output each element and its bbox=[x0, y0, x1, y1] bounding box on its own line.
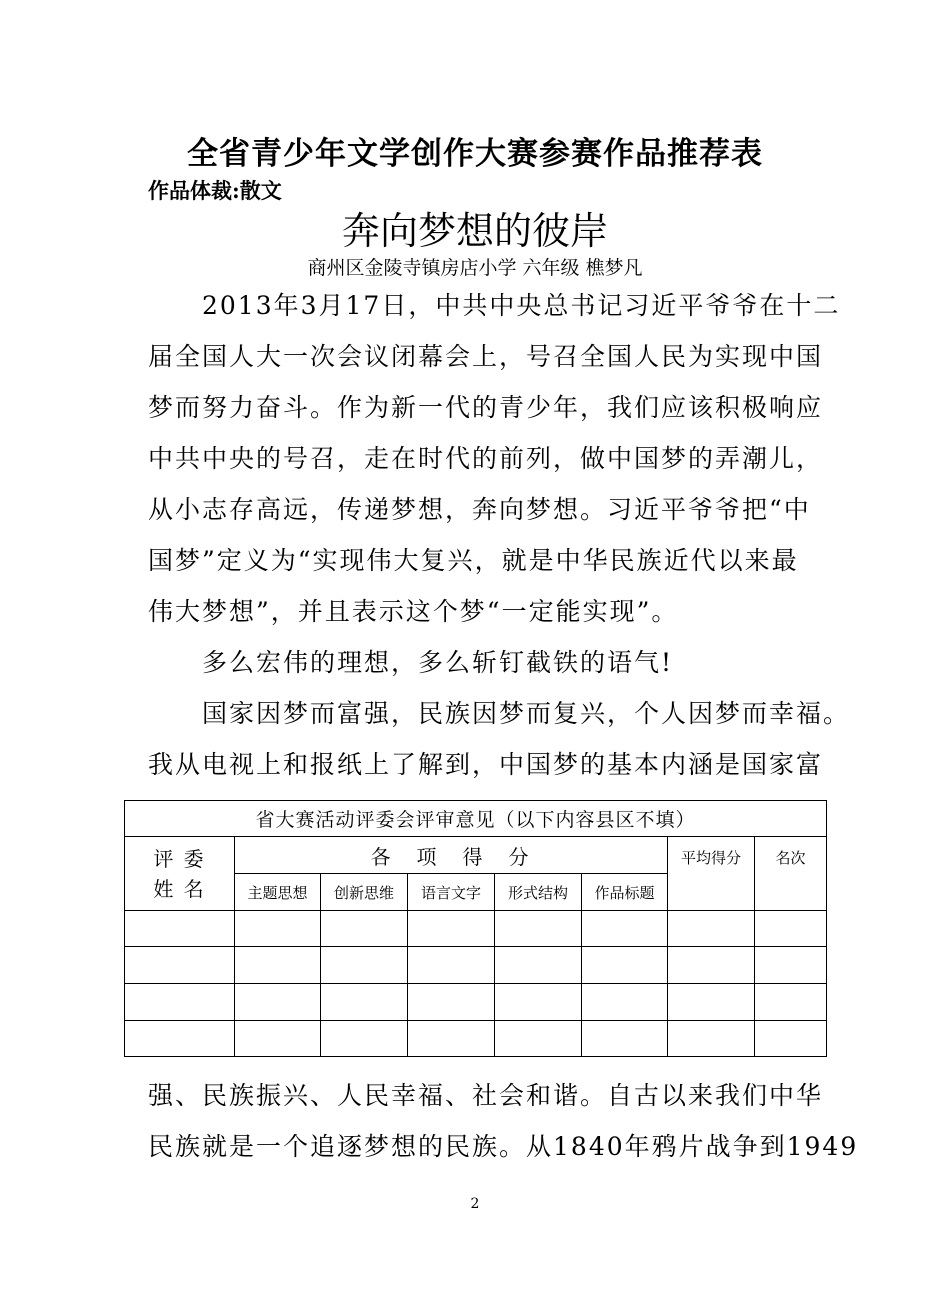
page-number: 2 bbox=[470, 1196, 480, 1212]
body-line: 多么宏伟的理想，多么斩钉截铁的语气! bbox=[148, 648, 674, 677]
table-cell bbox=[582, 947, 668, 984]
body-line: 我从电视上和报纸上了解到，中国梦的基本内涵是国家富 bbox=[148, 750, 824, 779]
body-line: 国家因梦而富强，民族因梦而复兴，个人因梦而幸福。 bbox=[148, 699, 851, 728]
table-cell bbox=[408, 911, 495, 947]
body-line: 梦而努力奋斗。作为新一代的青少年，我们应该积极响应 bbox=[148, 393, 824, 422]
author-line: 商州区金陵寺镇房店小学 六年级 樵梦凡 bbox=[307, 257, 643, 279]
table-cell bbox=[495, 911, 582, 947]
body-line: 从小志存高远，传递梦想，奔向梦想。习近平爷爷把“中 bbox=[148, 495, 811, 524]
judge-name-header bbox=[125, 837, 235, 911]
genre-label: 作品体裁:散文 bbox=[148, 178, 282, 203]
criterion-theme: 主题思想 bbox=[235, 874, 321, 911]
table-cell bbox=[408, 984, 495, 1021]
table-cell bbox=[235, 911, 321, 947]
table-cell bbox=[668, 984, 755, 1021]
scores-header: 各 项 得 分 bbox=[235, 837, 668, 874]
table-row bbox=[125, 1021, 827, 1057]
rank-header: 名次 bbox=[755, 837, 827, 911]
essay-title: 奔向梦想的彼岸 bbox=[341, 209, 608, 253]
table-row bbox=[125, 947, 827, 984]
criterion-innovation: 创新思维 bbox=[321, 874, 408, 911]
judge-label-line1: 评 委 bbox=[153, 846, 206, 871]
body-line: 国梦”定义为“实现伟大复兴，就是中华民族近代以来最 bbox=[148, 546, 799, 575]
table-cell bbox=[321, 947, 408, 984]
table-cell bbox=[125, 984, 235, 1021]
table-cell bbox=[668, 911, 755, 947]
table-row bbox=[125, 984, 827, 1021]
table-cell bbox=[582, 911, 668, 947]
table-cell bbox=[582, 1021, 668, 1057]
body-line: 伟大梦想”，并且表示这个梦“一定能实现”。 bbox=[148, 597, 679, 626]
table-cell bbox=[495, 947, 582, 984]
table-cell bbox=[755, 1021, 827, 1057]
table-cell bbox=[321, 1021, 408, 1057]
body-line: 中共中央的号召，走在时代的前列，做中国梦的弄潮儿， bbox=[148, 444, 824, 473]
table-cell bbox=[668, 1021, 755, 1057]
table-cell bbox=[495, 1021, 582, 1057]
table-cell bbox=[755, 911, 827, 947]
table-cell bbox=[125, 947, 235, 984]
table-cell bbox=[408, 947, 495, 984]
judge-label-line2: 姓 名 bbox=[153, 876, 206, 901]
table-cell bbox=[235, 984, 321, 1021]
table-cell bbox=[668, 947, 755, 984]
table-cell bbox=[755, 984, 827, 1021]
table-cell bbox=[495, 984, 582, 1021]
body-line: 2013年3月17日，中共中央总书记习近平爷爷在十二 bbox=[148, 291, 841, 320]
form-title: 全省青少年文学创作大赛参赛作品推荐表 bbox=[187, 136, 763, 172]
table-cell bbox=[755, 947, 827, 984]
body-line: 民族就是一个追逐梦想的民族。从1840年鸦片战争到1949 bbox=[148, 1132, 859, 1161]
review-caption: 省大赛活动评委会评审意见（以下内容县区不填） bbox=[125, 801, 827, 837]
table-cell bbox=[235, 947, 321, 984]
table-cell bbox=[125, 1021, 235, 1057]
table-cell bbox=[125, 911, 235, 947]
criterion-language: 语言文字 bbox=[408, 874, 495, 911]
table-cell bbox=[321, 984, 408, 1021]
table-cell bbox=[582, 984, 668, 1021]
table-cell bbox=[408, 1021, 495, 1057]
table-row bbox=[125, 911, 827, 947]
criterion-structure: 形式结构 bbox=[495, 874, 582, 911]
criterion-title: 作品标题 bbox=[582, 874, 668, 911]
table-cell bbox=[321, 911, 408, 947]
table-cell bbox=[235, 1021, 321, 1057]
body-line: 届全国人大一次会议闭幕会上，号召全国人民为实现中国 bbox=[148, 342, 824, 371]
review-table bbox=[124, 800, 827, 1057]
body-line: 强、民族振兴、人民幸福、社会和谐。自古以来我们中华 bbox=[148, 1081, 824, 1110]
average-score-header: 平均得分 bbox=[668, 837, 755, 911]
